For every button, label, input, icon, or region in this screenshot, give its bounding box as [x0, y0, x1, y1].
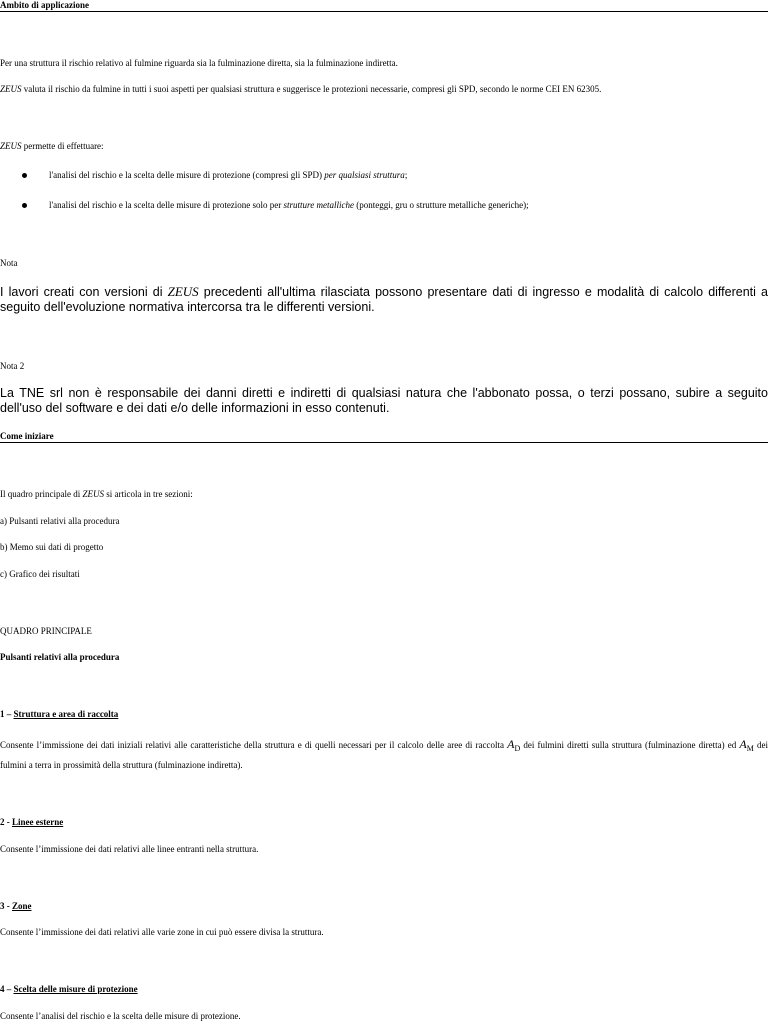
nota-label: Nota [0, 258, 18, 268]
section-heading-come-iniziare [0, 431, 768, 443]
nota-text [0, 284, 768, 315]
zeus-name: ZEUS [0, 141, 22, 151]
step-number: 4 – [0, 984, 14, 994]
symbol-subscript: M [746, 744, 754, 753]
paragraph-intro: Per una struttura il rischio relativo al fulmine riguarda sia la fulminazione diretta, sia la fulminazione indiretta. [0, 58, 398, 68]
nota2-label: Nota 2 [0, 361, 25, 371]
zeus-name: ZEUS [82, 489, 104, 499]
step-number: 1 – [0, 709, 14, 719]
bullet-emphasis: strutture metalliche [283, 200, 354, 210]
step-text: dei fulmini a terra in prossimità della struttura (fulminazione indiretta). [0, 740, 768, 770]
step-title: Linee esterne [12, 817, 64, 827]
list-item: c) Grafico dei risultati [0, 569, 80, 579]
list-item: b) Memo sui dati di progetto [0, 542, 104, 552]
step-text: dei fulmini diretti sulla struttura (fulminazione diretta) ed [520, 740, 740, 750]
step-1-heading [0, 708, 768, 720]
paragraph-text: permette di effettuare: [21, 141, 104, 151]
step-number: 2 - [0, 817, 12, 827]
nota-text-start: I lavori creati con versioni di [0, 285, 168, 299]
step-text: Consente l’immissione dei dati iniziali relativi alle caratteristiche della struttura e di quelli necessari per il calcolo delle aree di raccolta [0, 740, 508, 750]
step-4-heading [0, 983, 768, 995]
step-number: 3 - [0, 901, 12, 911]
step-1-description [0, 736, 768, 774]
paragraph-zeus-permette [0, 140, 768, 152]
bullet-item-2 [49, 199, 768, 211]
bullet-item-1 [49, 169, 768, 181]
step-title: Zone [12, 901, 32, 911]
step-3-heading [0, 900, 768, 912]
quadro-principale-title: QUADRO PRINCIPALE [0, 626, 92, 636]
bullet-icon [22, 203, 27, 208]
bullet-text: l'analisi del rischio e la scelta delle misure di protezione solo per [49, 200, 284, 210]
nota-text-end: precedenti all'ultima rilasciata possono presentare dati di ingresso e modalità di calcolo differenti a seguito dell'evoluzione normativa intercorsa tra le differenti versioni. [0, 285, 768, 314]
zeus-name: ZEUS [167, 284, 199, 299]
step-3-description: Consente l’immissione dei dati relativi alle varie zone in cui può essere divisa la struttura. [0, 927, 324, 937]
bullet-emphasis: per qualsiasi struttura [324, 170, 405, 180]
step-2-heading [0, 816, 768, 828]
paragraph-text: Il quadro principale di [0, 489, 83, 499]
paragraph-zeus-valuta [0, 83, 768, 95]
paragraph-text: valuta il rischio da fulmine in tutti i suoi aspetti per qualsiasi struttura e suggerisce le protezioni necessarie, compresi gli SPD, secondo le norme CEI EN 62305. [21, 84, 602, 94]
step-title: Scelta delle misure di protezione [13, 984, 138, 994]
symbol-subscript: D [514, 744, 521, 753]
heading-text: Come iniziare [0, 431, 54, 441]
paragraph-quadro-intro [0, 488, 768, 500]
list-item: a) Pulsanti relativi alla procedura [0, 516, 120, 526]
pulsanti-subheading: Pulsanti relativi alla procedura [0, 652, 120, 662]
heading-text: Ambito di applicazione [0, 0, 90, 10]
paragraph-text: si articola in tre sezioni: [104, 489, 193, 499]
step-2-description: Consente l’immissione dei dati relativi alle linee entranti nella struttura. [0, 844, 259, 854]
symbol-a: A [739, 737, 747, 751]
step-4-description: Consente l’analisi del rischio e la scelta delle misure di protezione. [0, 1011, 241, 1021]
zeus-name: ZEUS [0, 84, 22, 94]
bullet-tail: (ponteggi, gru o strutture metalliche generiche); [353, 200, 529, 210]
section-heading-ambito [0, 0, 768, 12]
bullet-tail: ; [404, 170, 408, 180]
nota2-text: La TNE srl non è responsabile dei danni diretti e indiretti di qualsiasi natura che l'abbonato possa, o terzi possano, subire a seguito dell'uso del software e dei dati e/o delle informazioni in esso contenuti. [0, 386, 768, 415]
symbol-a: A [507, 737, 515, 751]
step-title: Struttura e area di raccolta [13, 709, 119, 719]
bullet-icon [22, 173, 27, 178]
bullet-text: l'analisi del rischio e la scelta delle misure di protezione (compresi gli SPD) [49, 170, 325, 180]
